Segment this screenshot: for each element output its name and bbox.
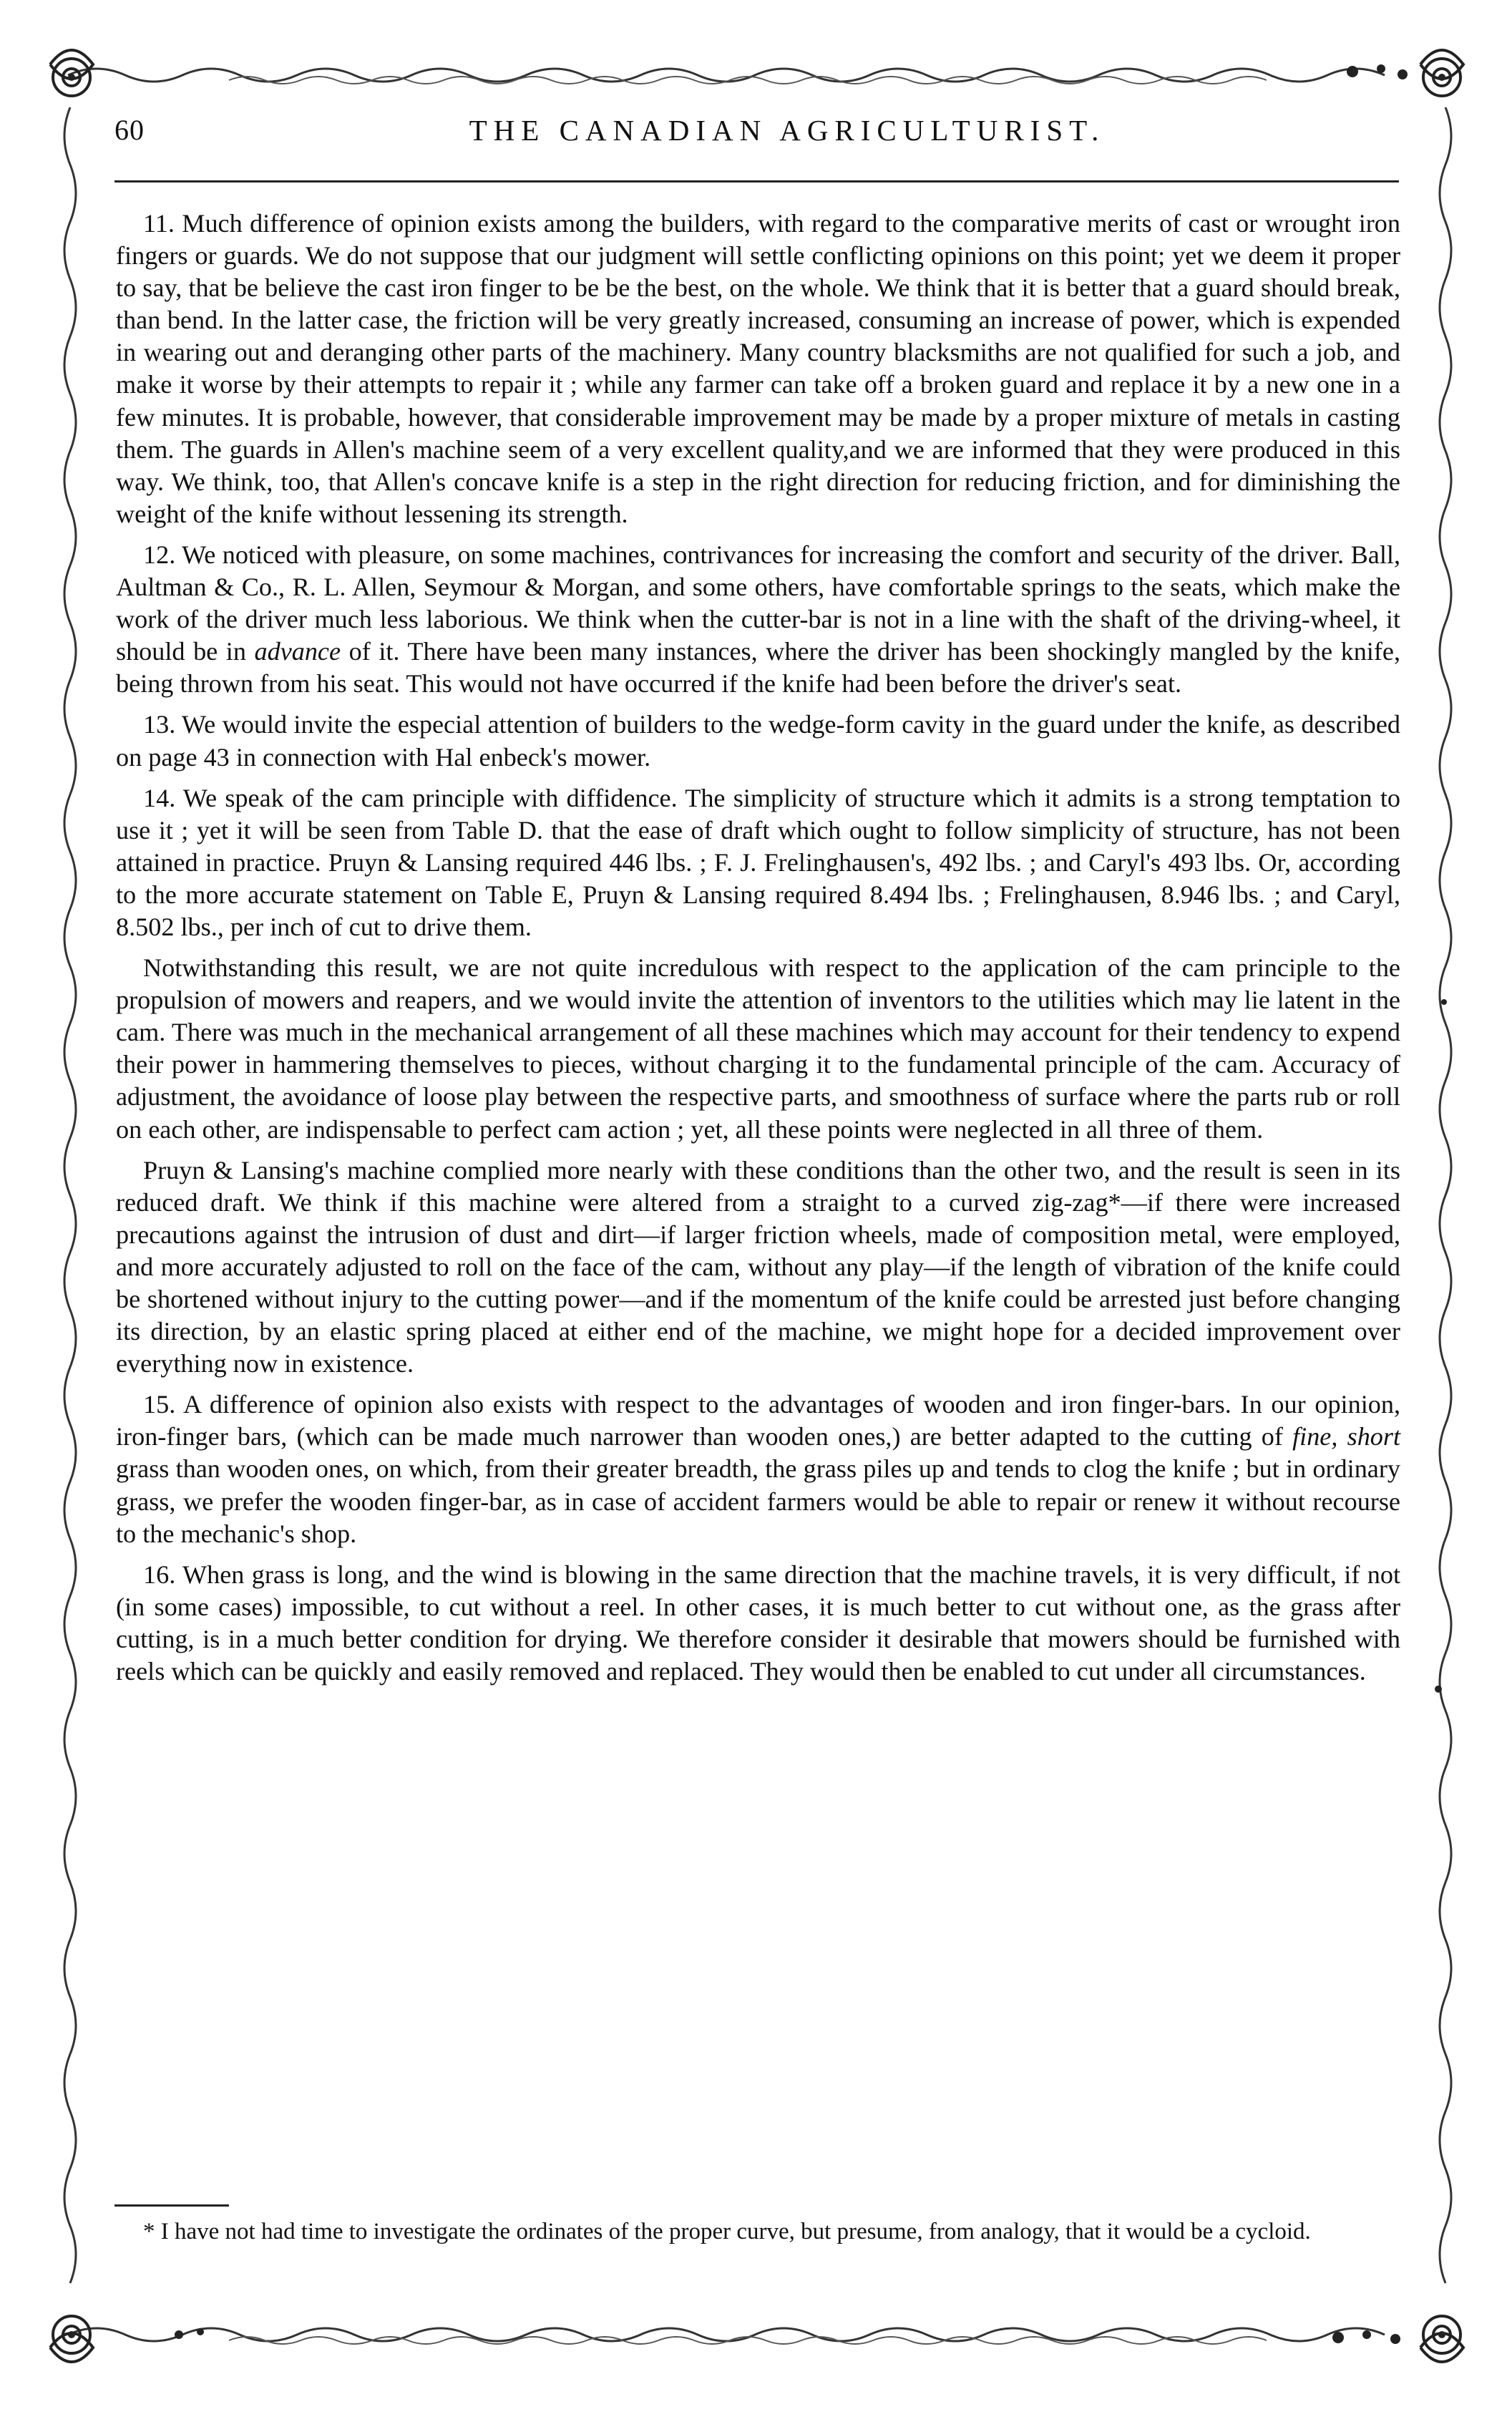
paragraph-text: Pruyn & Lansing's machine complied more nearly with these conditions than the other two, and the result is seen in its reduced draft. We think if this machine were altered from a straight to a curved zig-zag*—if there were increased precautions against the intrusion of dust and dirt—if larger friction wheels, made of composition metal, were employed, and more accurately adjusted to roll on the face of the cam, without any play—if the length of vibration of the knife could be shortened without injury to the cutting power—and if the momentum of the knife could be arrested just before changing its direction, by an elastic spring placed at either end of the machine, we might hope for a decided improvement over everything now in existence. <box>116 1155 1400 1378</box>
paragraph-text: 14. We speak of the cam principle with diffidence. The simplicity of structure which it admits is a strong temptation to use it ; yet it will be seen from Table D. that the ease of draft which ought to follow simplicity of structure, has not been attained in practice. Pruyn & Lansing required 446 lbs. ; F. J. Frelinghausen's, 492 lbs. ; and Caryl's 493 lbs. Or, according to the more accurate statement on Table E, Pruyn & Lansing required 8.494 lbs. ; Frelinghausen, 8.946 lbs. ; and Caryl, 8.502 lbs., per inch of cut to drive them. <box>116 783 1400 941</box>
paragraph-text: 15. A difference of opinion also exists with respect to the advantages of wooden and iron finger-bars. In our opinion, iron-finger bars, (which can be made much narrower than wooden ones,) are better adapted to the cutting of <box>116 1390 1400 1451</box>
emphasis-text: advance <box>254 637 341 666</box>
header-rule <box>114 180 1399 183</box>
paragraph-text: 11. Much difference of opinion exists among the builders, with regard to the comparative merits of cast or wrought iron fingers or guards. We do not suppose that our judgment will settle conflicting opinions on this point; yet we deem it proper to say, that be believe the cast iron finger to be be the best, on the whole. We think that it is better that a guard should break, than bend. In the latter case, the friction will be very greatly increased, consuming an increase of power, which is expended in wearing out and deranging other parts of the machinery. Many country blacksmiths are not qualified for such a job, and make it worse by their attempts to repair it ; while any farmer can take off a broken guard and replace it by a new one in a few minutes. It is probable, however, that considerable improvement may be made by a proper mixture of metals in casting them. The guards in Allen's machine seem of a very excellent quality,and we are informed that they were produced in this way. We think, too, that Allen's concave knife is a step in the right direction for reducing friction, and for diminishing the weight of the knife without lessening its strength. <box>116 209 1400 528</box>
paragraph-14 <box>116 782 1400 943</box>
paragraph-text-continued: of it. There have been many instances, where the driver has been shockingly mangled by the knife, being thrown from his seat. This would not have occurred if the knife had been before the driver's seat. <box>116 637 1401 699</box>
paragraph-16 <box>116 1559 1400 1688</box>
paragraph-text: 16. When grass is long, and the wind is blowing in the same direction that the machine travels, it is very difficult, if not (in some cases) impossible, to cut without a reel. In other cases, it is much better to cut without one, as the grass after cutting, is in a much better condition for drying. We therefore consider it desirable that mowers should be furnished with reels which can be quickly and easily removed and replaced. They would then be enabled to cut under all circumstances. <box>116 1560 1400 1686</box>
paragraph-cam-principle <box>116 952 1400 1146</box>
paragraph-13 <box>116 709 1400 773</box>
emphasis-text: fine, short <box>1292 1422 1401 1451</box>
paragraph-11 <box>116 208 1400 530</box>
paragraph-text-continued: grass than wooden ones, on which, from their greater breadth, the grass piles up and tends to clog the knife ; but in ordinary grass, we prefer the wooden finger-bar, as in case of accident farmers would be able to repair or renew it without recourse to the mechanic's shop. <box>116 1454 1400 1548</box>
paragraph-pruyn-lansing <box>116 1154 1400 1381</box>
paragraph-12 <box>116 539 1400 700</box>
article-body <box>116 208 1400 1696</box>
page-number: 60 <box>114 114 145 146</box>
paragraph-text: 12. We noticed with pleasure, on some machines, contrivances for increasing the comfort and security of the driver. Ball, Aultman & Co., R. L. Allen, Seymour & Morgan, and some others, have comfortable springs to the seats, which make the work of the driver much less laborious. We think when the cutter-bar is not in a line with the shaft of the driving-wheel, it should be in <box>116 540 1400 666</box>
footnote-rule <box>114 2204 229 2207</box>
paragraph-text: Notwithstanding this result, we are not quite incredulous with respect to the application of the cam principle to the propulsion of mowers and reapers, and we would invite the attention of inventors to the utilities which may lie latent in the cam. There was much in the mechanical arrangement of all these machines which may account for their tendency to expend their power in hammering themselves to pieces, without charging it to the fundamental principle of the cam. Accuracy of adjustment, the avoidance of loose play between the respective parts, and smoothness of surface where the parts rub or roll on each other, are indispensable to perfect cam action ; yet, all these points were neglected in all three of them. <box>116 953 1400 1144</box>
page-header <box>114 109 1460 166</box>
footnote-text: * I have not had time to investigate the ordinates of the proper curve, but presume, from analogy, that it would be a cycloid. <box>143 2219 1311 2244</box>
footnote <box>116 2217 1400 2247</box>
paragraph-15 <box>116 1388 1400 1550</box>
running-title: THE CANADIAN AGRICULTURIST. <box>469 114 1106 147</box>
paragraph-text: 13. We would invite the especial attention of builders to the wedge-form cavity in the guard under the knife, as described on page 43 in connection with Hal enbeck's mower. <box>116 710 1400 772</box>
